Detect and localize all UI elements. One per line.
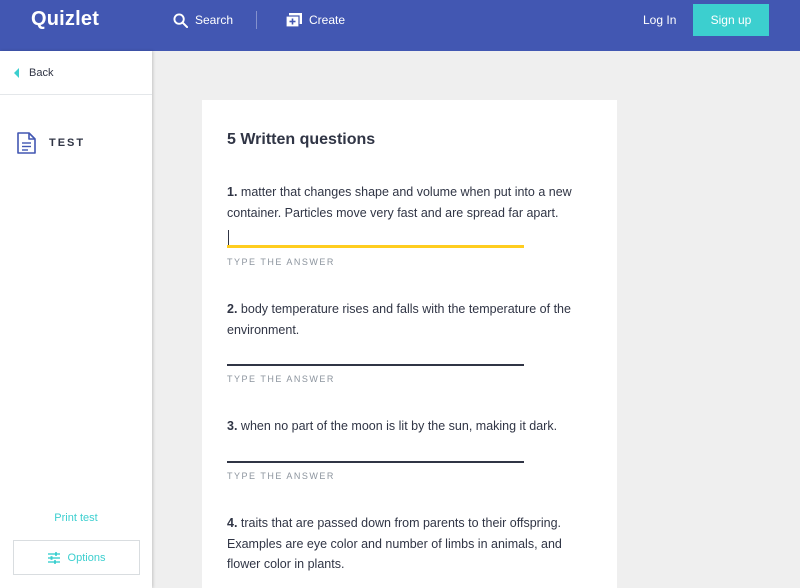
test-title: 5 Written questions bbox=[227, 131, 376, 148]
answer-input-1[interactable] bbox=[227, 228, 524, 248]
answer-underline bbox=[227, 364, 524, 366]
question-3 bbox=[227, 416, 585, 437]
answer-input-2[interactable] bbox=[227, 346, 524, 366]
answer-underline bbox=[227, 461, 524, 463]
search-button[interactable] bbox=[173, 10, 233, 30]
question-text: when no part of the moon is lit by the sun, making it dark. bbox=[240, 419, 558, 433]
question-2 bbox=[227, 299, 585, 340]
answer-input-3[interactable] bbox=[227, 443, 524, 463]
print-test-link[interactable]: Print test bbox=[54, 512, 98, 524]
answer-hint-1: TYPE THE ANSWER bbox=[227, 257, 335, 267]
top-navigation-bar bbox=[0, 0, 800, 51]
sliders-icon bbox=[48, 552, 60, 564]
study-mode-test[interactable] bbox=[17, 132, 85, 154]
text-cursor bbox=[228, 230, 229, 246]
question-text: matter that changes shape and volume when put into a new container. Particles move very fast and are spread far apart. bbox=[227, 185, 572, 220]
sidebar bbox=[0, 51, 152, 588]
answer-underline bbox=[227, 245, 524, 248]
search-label: Search bbox=[195, 13, 234, 27]
question-text: traits that are passed down from parents to their offspring. Examples are eye color and number of limbs in animals, and flower color in plants. bbox=[227, 516, 562, 571]
question-text: body temperature rises and falls with the temperature of the environment. bbox=[227, 302, 571, 337]
options-label: Options bbox=[67, 551, 106, 564]
answer-hint-3: TYPE THE ANSWER bbox=[227, 471, 335, 481]
question-1 bbox=[227, 182, 585, 223]
question-number: 3. bbox=[227, 419, 238, 433]
question-number: 1. bbox=[227, 185, 238, 199]
options-button[interactable] bbox=[13, 540, 140, 575]
back-label: Back bbox=[29, 66, 54, 79]
answer-hint-2: TYPE THE ANSWER bbox=[227, 374, 335, 384]
quizlet-logo[interactable]: Quizlet bbox=[31, 8, 100, 30]
nav-divider bbox=[256, 11, 257, 29]
question-number: 2. bbox=[227, 302, 238, 316]
create-label: Create bbox=[309, 13, 346, 27]
study-mode-label: TEST bbox=[49, 137, 86, 149]
signup-button[interactable]: Sign up bbox=[693, 4, 769, 36]
create-button[interactable] bbox=[286, 10, 345, 30]
back-button[interactable] bbox=[0, 51, 152, 95]
test-card bbox=[202, 100, 617, 588]
question-number: 4. bbox=[227, 516, 238, 530]
document-icon bbox=[17, 132, 36, 154]
create-plus-icon bbox=[286, 13, 302, 27]
chevron-left-icon bbox=[14, 68, 19, 78]
question-4 bbox=[227, 513, 585, 575]
login-link[interactable]: Log In bbox=[643, 13, 677, 27]
search-icon bbox=[173, 13, 188, 28]
